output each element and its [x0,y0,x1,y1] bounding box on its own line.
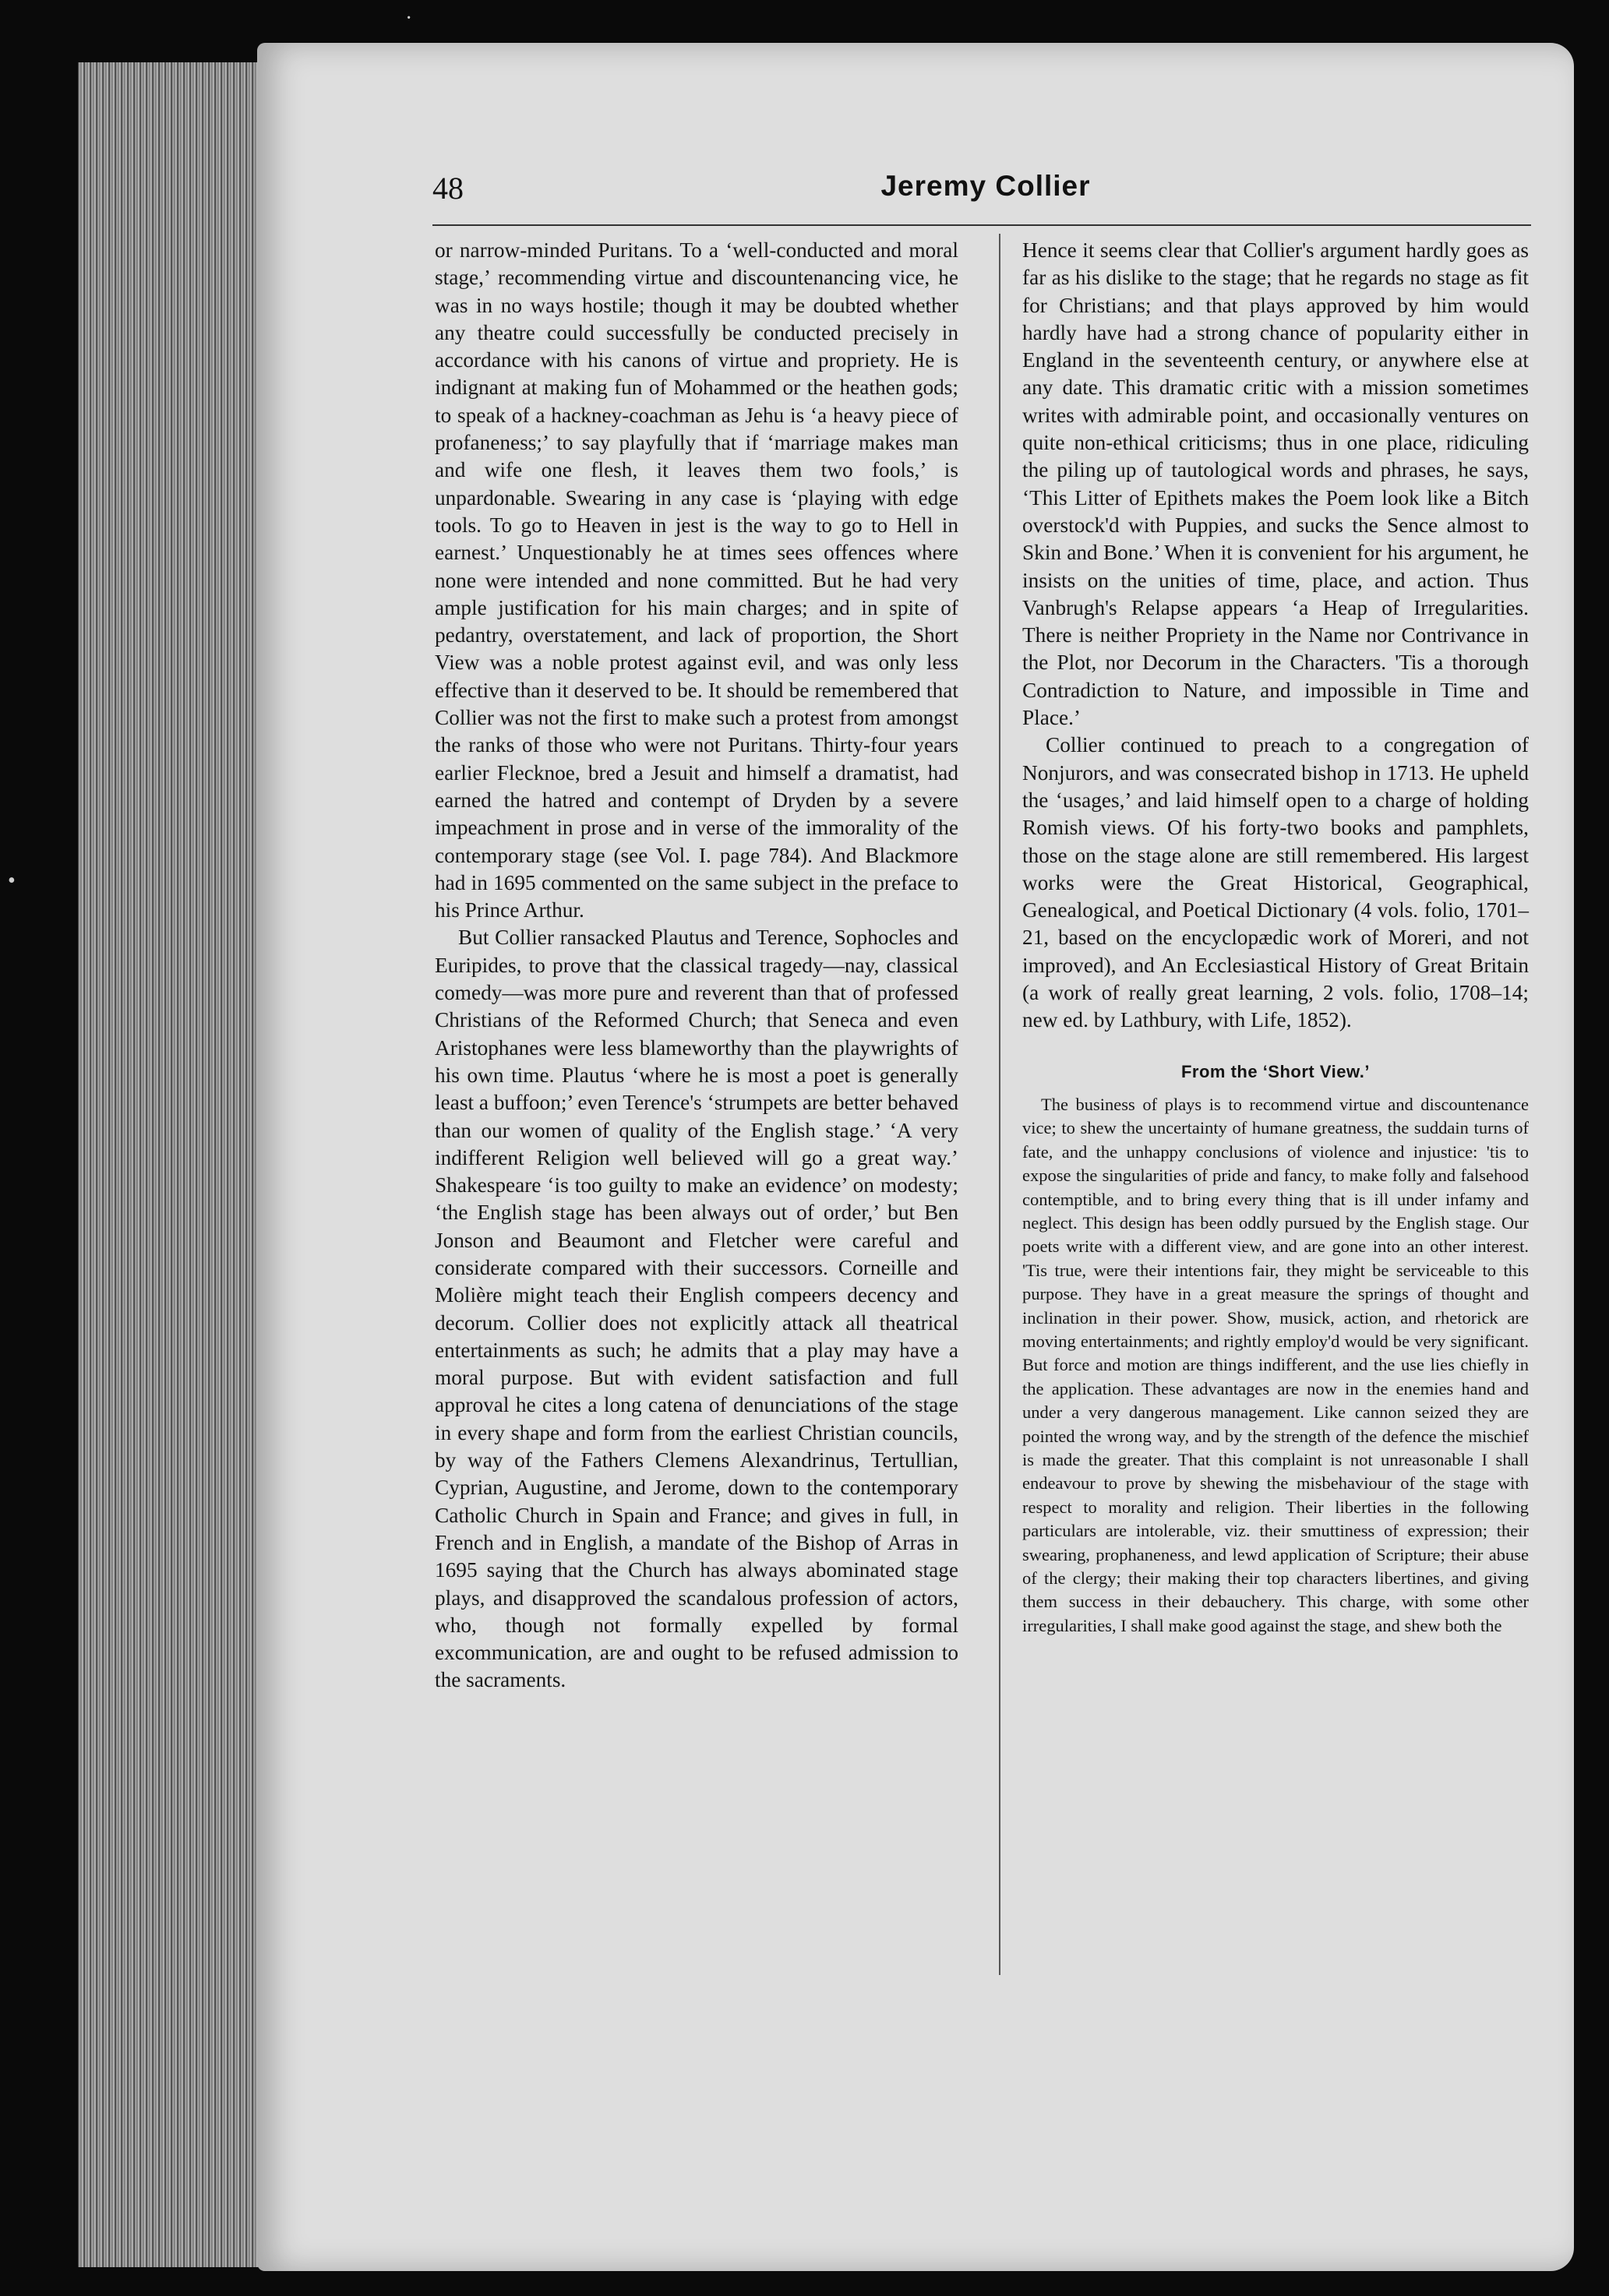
left-column [435,237,958,1695]
paragraph: But Collier ransacked Plautus and Terence, Sophocles and Euripides, to prove that the classical tragedy—nay, classical comedy—was more pure and reverent than that of professed Christians of the Reformed Church; that Seneca and even Aristophanes were less blameworthy than the playwrights of his own time. Plautus ‘where he is most a poet is generally least a buffoon;’ even Terence's ‘strumpets are better behaved than our women of quality of the English stage.’ ‘A very indifferent Religion well believed will go a great way.’ Shakespeare ‘is too guilty to make an evidence’ on modesty; ‘the English stage has been always out of order,’ but Ben Jonson and Beaumont and Fletcher were careful and considerate compared with their successors. Corneille and Molière might teach their English compeers decency and decorum. Collier does not explicitly attack all theatrical entertainments as such; he admits that a play may have a moral purpose. But with evident satisfaction and full approval he cites a long catena of denunciations of the stage in every shape and form from the earliest Christian councils, by way of the Fathers Clemens Alexandrinus, Tertullian, Cyprian, Augustine, and Jerome, down to the contemporary Catholic Church in Spain and France; and gives in full, in French and in English, a mandate of the Bishop of Arras in 1695 saying that the Church has always abominated stage plays, and disapproved the scandalous profession of actors, who, though not formally expelled by formal excommunication, are and ought to be refused admission to the sacraments. [435,926,958,1692]
paragraph: or narrow-minded Puritans. To a ‘well-conducted and moral stage,’ recommending virtue and discountenancing vice, he was in no ways hostile; though it may be doubted whether any theatre could successfully be conducted precisely in accordance with his canons of virtue and propriety. He is indignant at making fun of Mohammed or the heathen gods; to speak of a hackney-coachman as Jehu is ‘a heavy piece of profaneness;’ to say playfully that if ‘marriage makes man and wife one flesh, it leaves them two fools,’ is unpardonable. Swearing in any case is ‘playing with edge tools. To go to Heaven in jest is the way to go to Hell in earnest.’ Unquestionably he at times sees offences where none were intended and none committed. But he had very ample justification for his main charges; and in spite of pedantry, overstatement, and lack of proportion, the Short View was a noble protest against evil, and was only less effective than it deserved to be. It should be remembered that Collier was not the first to make such a protest from amongst the ranks of those who were not Puritans. Thirty-four years earlier Flecknoe, bred a Jesuit and himself a dramatist, had earned the hatred and contempt of Dryden by a severe impeachment in prose and in verse of the immorality of the contemporary stage (see Vol. I. page 784). And Blackmore had in 1695 commented on the same subject in the preface to his Prince Arthur. [435,238,958,922]
book-page-edges [78,62,281,2267]
extract-paragraph: The business of plays is to recommend virtue and discountenance vice; to shew the uncertainty of humane greatness, the suddain turns of fate, and the unhappy conclusions of violence and injustice: 'tis to expose the singularities of pride and fancy, to make folly and falsehood contemptible, and to bring every thing that is ill under infamy and neglect. This design has been oddly pursued by the English stage. Our poets write with a different view, and are gone into an other interest. 'Tis true, were their intentions fair, they might be serviceable to this purpose. They have in a great measure the springs of thought and inclination in their power. Show, musick, action, and rhetorick are moving entertainments; and rightly employ'd would be very significant. But force and motion are things indifferent, and the use lies chiefly in the application. These advantages are now in the enemies hand and under a very dangerous management. Like cannon seized they are pointed the wrong way, and by the strength of the defence the mischief is made the greater. That this complaint is not unreasonable I shall endeavour to prove by shewing the misbehaviour of the stage with respect to morality and religion. Their liberties in the following particulars are intolerable, viz. their smuttiness of expression; their swearing, prophaneness, and lewd application of Scripture; their abuse of the clergy; their making their top characters libertines, and giving them success in their debauchery. This charge, with some other irregularities, I shall make good against the stage, and shew both the [1022,1094,1529,1635]
column-divider [999,234,1000,1975]
right-column [1022,237,1529,1638]
scan-speck: • [8,869,16,893]
scan-speck: · [405,6,413,30]
paragraph: Hence it seems clear that Collier's argument hardly goes as far as his dislike to the stage; that he regards no stage as fit for Christians; and that plays approved by him would hardly have had a strong chance of popularity either in England in the seventeenth century, or anywhere else at any date. This dramatic critic with a mission sometimes writes with admirable point, and occasionally ventures on quite non-ethical criticisms; thus in one place, ridiculing the piling up of tautological words and phrases, he says, ‘This Litter of Epithets makes the Poem look like a Bitch overstock'd with Puppies, and sucks the Sence almost to Skin and Bone.’ When it is convenient for his argument, he insists on the unities of time, place, and action. Thus Vanbrugh's Relapse appears ‘a Heap of Irregularities. There is neither Propriety in the Name nor Contrivance in the Plot, nor Decorum in the Characters. 'Tis a thorough Contradiction to Nature, and impossible in Time and Place.’ [1022,238,1529,730]
extract [1022,1093,1529,1638]
paragraph: Collier continued to preach to a congregation of Nonjurors, and was consecrated bishop in 1713. He upheld the ‘usages,’ and laid himself open to a charge of holding Romish views. Of his forty-two books and pamphlets, those on the stage alone are still remembered. His largest works were the Great Historical, Geographical, Genealogical, and Poetical Dictionary (4 vols. folio, 1701–21, based on the encyclopædic work of Moreri, and not improved), and An Ecclesiastical History of Great Britain (a work of really great learning, 2 vols. folio, 1708–14; new ed. by Lathbury, with Life, 1852). [1022,733,1529,1032]
running-title: Jeremy Collier [880,170,1091,202]
page-header [432,170,1539,224]
header-rule [432,224,1531,226]
section-heading: From the ‘Short View.’ [1180,1061,1371,1081]
page-number: 48 [432,171,464,206]
